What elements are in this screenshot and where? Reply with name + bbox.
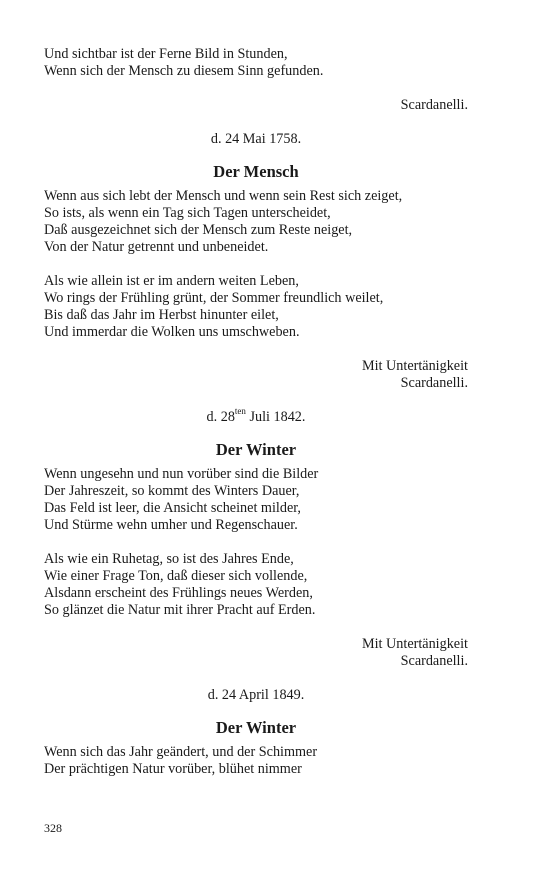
- verse-line: Alsdann erscheint des Frühlings neues Werden,: [44, 585, 313, 601]
- date-prefix: d. 28: [206, 409, 235, 425]
- verse-line: Und Stürme wehn umher und Regenschauer.: [44, 517, 298, 533]
- poem-title: Der Winter: [215, 440, 297, 459]
- closing: Mit Untertänigkeit: [362, 636, 468, 652]
- verse-line: Daß ausgezeichnet sich der Mensch zum Reste neiget,: [44, 222, 353, 238]
- signature: Scardanelli.: [400, 375, 468, 391]
- verse-line: Als wie allein ist er im andern weiten Leben,: [44, 273, 299, 289]
- verse-line: Wie einer Frage Ton, daß dieser sich vollende,: [44, 568, 308, 584]
- verse-line: Bis daß das Jahr im Herbst hinunter eilet,: [44, 307, 279, 323]
- page-number: 328: [44, 821, 62, 835]
- verse-line: Wenn aus sich lebt der Mensch und wenn sein Rest sich zeiget,: [44, 188, 403, 204]
- verse-line: Der prächtigen Natur vorüber, blühet nimmer: [44, 761, 302, 777]
- poem-title: Der Winter: [215, 718, 297, 737]
- date-line: d. 24 Mai 1758.: [210, 131, 302, 147]
- closing: Mit Untertänigkeit: [362, 358, 468, 374]
- verse-line: So ists, als wenn ein Tag sich Tagen unterscheidet,: [44, 205, 331, 221]
- verse-line: Und sichtbar ist der Ferne Bild in Stunden,: [44, 46, 288, 62]
- date-line: d. 24 April 1849.: [207, 687, 305, 703]
- signature: Scardanelli.: [400, 97, 468, 113]
- verse-line: Wo rings der Frühling grünt, der Sommer freundlich weilet,: [44, 290, 384, 306]
- date-suffix: Juli 1842.: [245, 409, 306, 425]
- date-superscript: ten: [234, 406, 246, 417]
- stanza: [44, 188, 468, 256]
- stanza: [44, 744, 468, 778]
- poem-title: Der Mensch: [213, 162, 299, 181]
- verse-line: Von der Natur getrennt und unbeneidet.: [44, 239, 269, 255]
- stanza: [44, 273, 468, 341]
- verse-line: Wenn ungesehn und nun vorüber sind die Bilder: [44, 466, 319, 482]
- verse-line: So glänzet die Natur mit ihrer Pracht auf Erden.: [44, 602, 316, 618]
- stanza: [44, 551, 468, 619]
- carryover-stanza: [44, 46, 468, 80]
- verse-line: Als wie ein Ruhetag, so ist des Jahres Ende,: [44, 551, 294, 567]
- verse-line: Der Jahreszeit, so kommt des Winters Dauer,: [44, 483, 300, 499]
- date-line: [44, 406, 468, 426]
- signature: Scardanelli.: [400, 653, 468, 669]
- verse-line: Wenn sich das Jahr geändert, und der Schimmer: [44, 744, 318, 760]
- verse-line: Wenn sich der Mensch zu diesem Sinn gefunden.: [44, 63, 324, 79]
- stanza: [44, 466, 468, 534]
- page-content: [44, 46, 468, 778]
- verse-line: Das Feld ist leer, die Ansicht scheinet milder,: [44, 500, 301, 516]
- verse-line: Und immerdar die Wolken uns umschweben.: [44, 324, 300, 340]
